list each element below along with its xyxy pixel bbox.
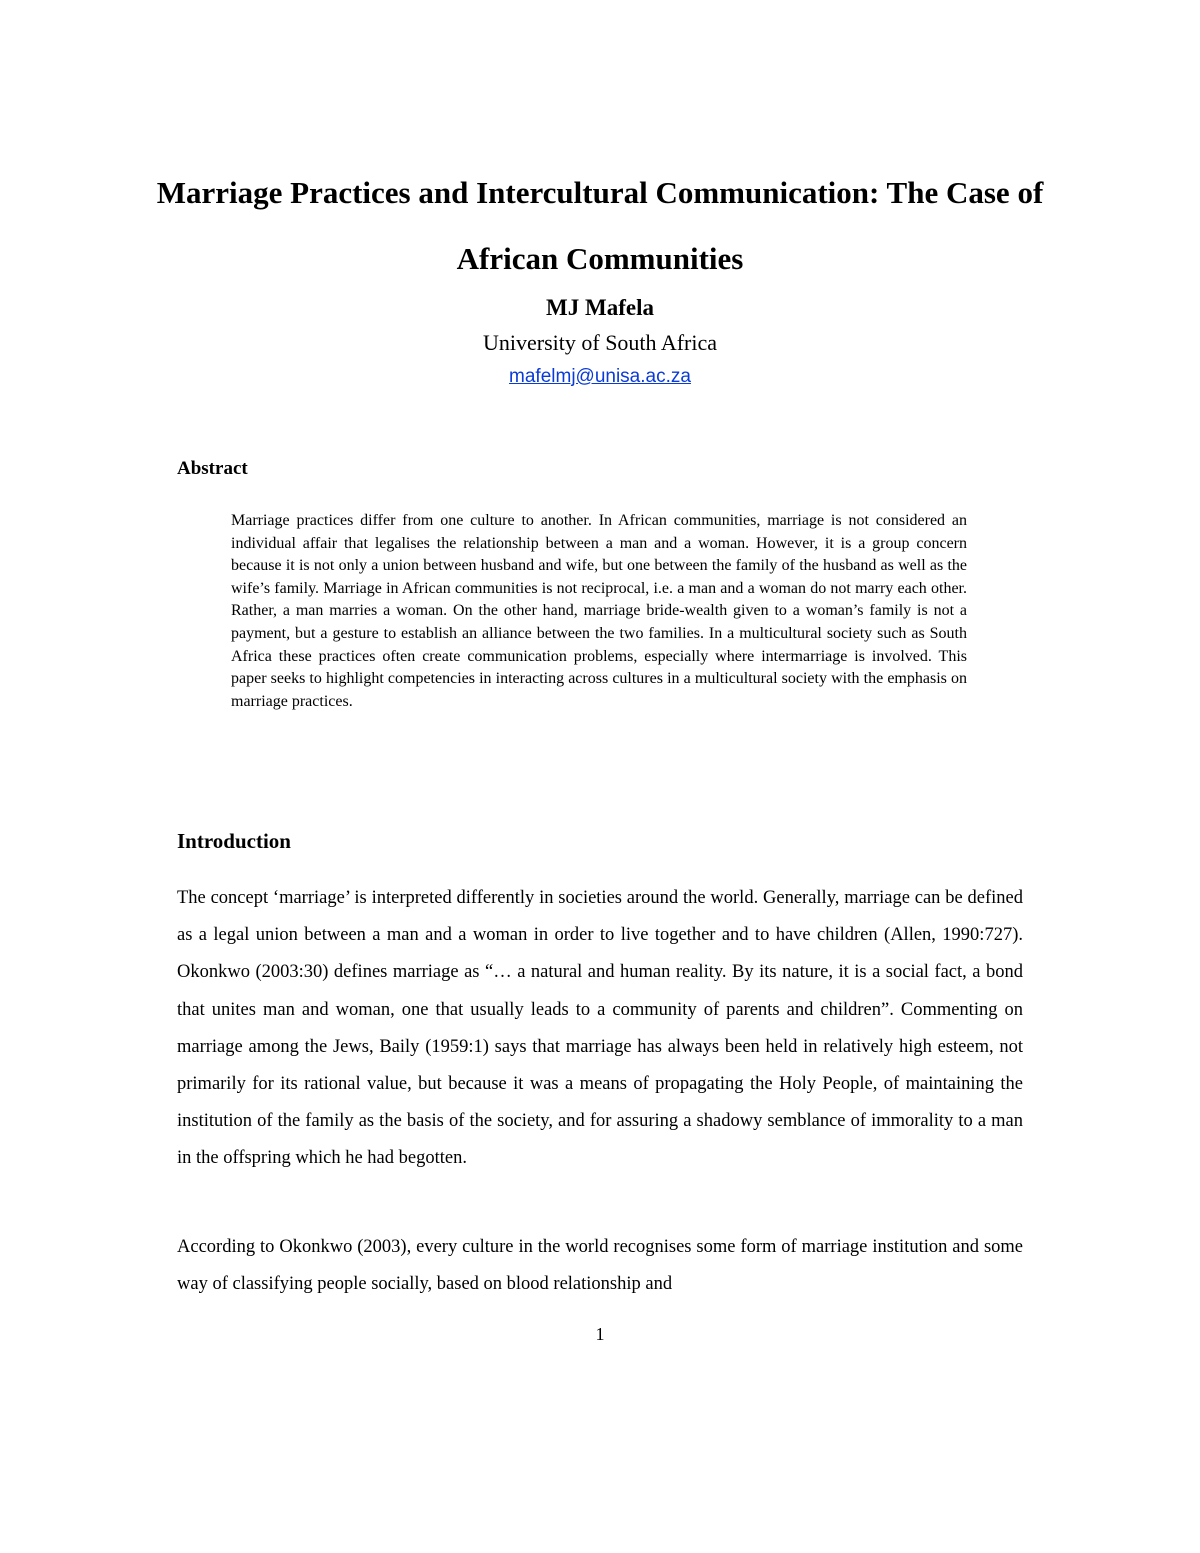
email-link[interactable]: mafelmj@unisa.ac.za	[509, 366, 691, 387]
abstract-heading: Abstract	[177, 458, 248, 479]
paper-title: Marriage Practices and Intercultural Communication: The Case of African Communities	[156, 175, 1044, 276]
page-number: 1	[595, 1324, 605, 1344]
author-affiliation: University of South Africa	[482, 330, 718, 355]
body-paragraph: According to Okonkwo (2003), every culture in the world recognises some form of marriage institution and some way of classifying people socially, based on blood relationship and	[177, 1237, 1023, 1295]
abstract-text: Marriage practices differ from one culture to another. In African communities, marriage is not considered an individual affair that legalises the relationship between a man and a woman. However, it is a group concern because it is not only a union between husband and wife, but one between the family of the husband as well as the wife’s family. Marriage in African communities is not reciprocal, i.e. a man and a woman do not marry each other. Rather, a man marries a woman. On the other hand, marriage bride-wealth given to a woman’s family is not a payment, but a gesture to establish an alliance between the two families. In a multicultural society such as South Africa these practices often create communication problems, especially where intermarriage is involved. This paper seeks to highlight competencies in interacting across cultures in a multicultural society with the emphasis on marriage practices.	[231, 512, 967, 710]
section-heading-introduction: Introduction	[177, 829, 291, 853]
author-email	[150, 364, 1050, 390]
body-paragraph: The concept ‘marriage’ is interpreted differently in societies around the world. Generally, marriage can be defined as a legal union between a man and a woman in order to live together and to have children (Allen, 1990:727). Okonkwo (2003:30) defines marriage as “… a natural and human reality. By its nature, it is a social fact, a bond that unites man and woman, one that usually leads to a community of parents and children”. Commenting on marriage among the Jews, Baily (1959:1) says that marriage has always been held in relatively high esteem, not primarily for its rational value, but because it was a means of propagating the Holy People, of maintaining the institution of the family as the basis of the society, and for assuring a shadowy semblance of immorality to a man in the offspring which he had begotten.	[177, 888, 1023, 1169]
author-name: MJ Mafela	[546, 295, 654, 320]
